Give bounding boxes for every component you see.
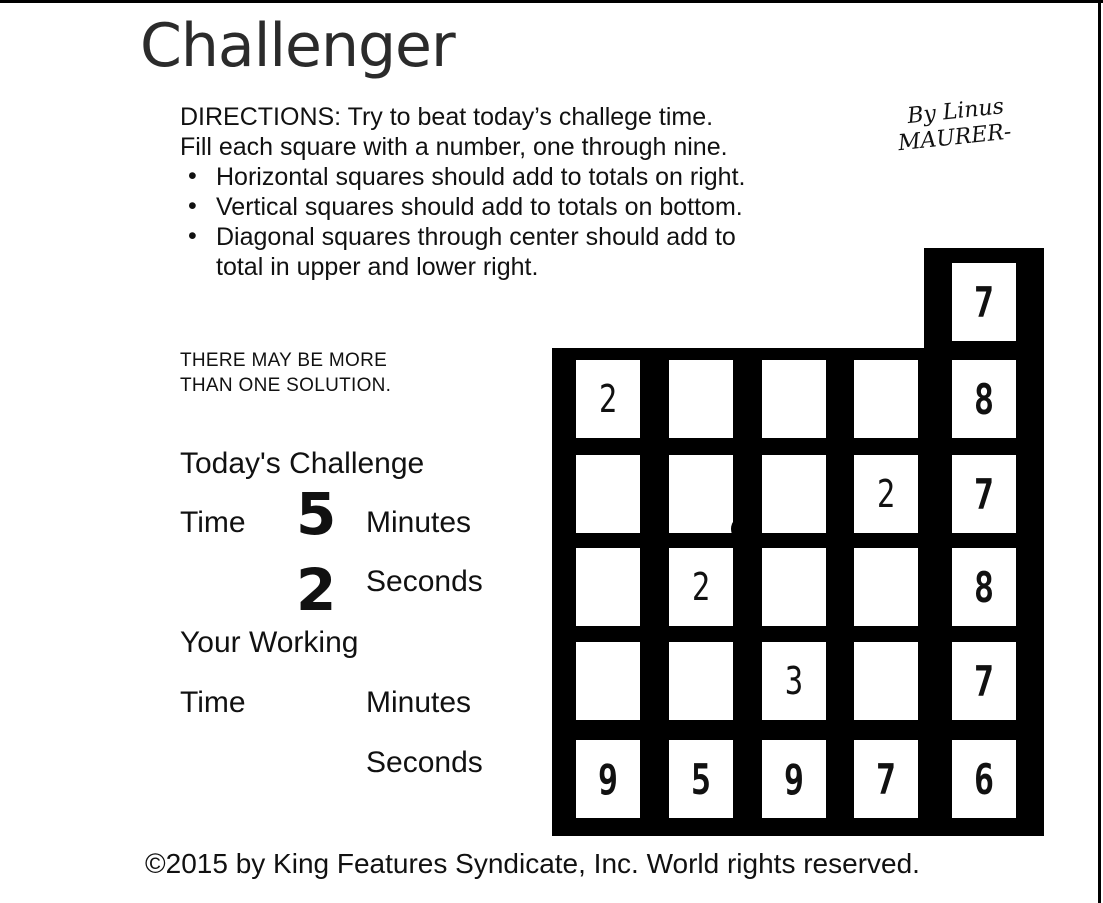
grid-cell-r3-c4[interactable] xyxy=(854,548,918,626)
page-title: Challenger xyxy=(140,11,455,81)
diagonal-total-top: 7 xyxy=(952,263,1016,341)
copyright-notice: ©2015 by King Features Syndicate, Inc. World rights reserved. xyxy=(145,848,920,879)
grid-cell-r4-c2[interactable] xyxy=(669,642,733,720)
diagonal-total-bottom: 6 xyxy=(952,740,1016,818)
author-signature xyxy=(894,91,1042,185)
directions-bullet-diagonal: • Diagonal squares through center should add to xyxy=(188,222,736,251)
bullet-icon: • xyxy=(188,162,197,190)
directions-line-1: DIRECTIONS: Try to beat today’s challege time. xyxy=(180,103,714,131)
grid-cell-r2-c3[interactable] xyxy=(762,455,826,533)
grid-cell-r1-c3[interactable] xyxy=(762,360,826,438)
grid-cell-r1-c4[interactable] xyxy=(854,360,918,438)
working-time-label: Time xyxy=(180,686,246,719)
challenge-heading: Today's Challenge xyxy=(180,447,425,480)
solution-note: THERE MAY BE MORE THAN ONE SOLUTION. xyxy=(180,350,392,396)
directions-bullet-diagonal-continued: total in upper and lower right. xyxy=(216,253,539,281)
grid-cell-r2-c2[interactable] xyxy=(669,455,733,533)
row-total-2: 7 xyxy=(952,455,1016,533)
column-total-1: 9 xyxy=(576,740,640,818)
directions-list xyxy=(180,162,910,282)
grid-cell-r2-c4[interactable]: 2 xyxy=(854,455,918,533)
challenge-seconds-label: Seconds xyxy=(366,565,483,598)
challenge-time-label: Time xyxy=(180,506,246,539)
bullet-icon: • xyxy=(188,192,197,220)
row-total-4: 7 xyxy=(952,642,1016,720)
grid-cell-r4-c3[interactable]: 3 xyxy=(762,642,826,720)
grid-cell-r4-c1[interactable] xyxy=(576,642,640,720)
row-total-1: 8 xyxy=(952,360,1016,438)
row-total-3: 8 xyxy=(952,548,1016,626)
grid-cell-r1-c1[interactable]: 2 xyxy=(576,360,640,438)
top-rule xyxy=(0,0,1103,3)
grid-cell-r2-c1[interactable] xyxy=(576,455,640,533)
column-total-3: 9 xyxy=(762,740,826,818)
grid-cell-r3-c2[interactable]: 2 xyxy=(669,548,733,626)
challenge-seconds-value: 2 xyxy=(296,556,337,624)
grid-cell-r3-c3[interactable] xyxy=(762,548,826,626)
directions-bullet-vertical: • Vertical squares should add to totals on bottom. xyxy=(188,192,743,221)
center-dot-icon xyxy=(731,515,759,543)
challenge-minutes-value: 5 xyxy=(296,480,337,548)
grid-cell-r4-c4[interactable] xyxy=(854,642,918,720)
grid-cell-r1-c2[interactable] xyxy=(669,360,733,438)
column-total-4: 7 xyxy=(854,740,918,818)
working-minutes-label: Minutes xyxy=(366,686,472,719)
grid-cell-r3-c1[interactable] xyxy=(576,548,640,626)
bullet-icon: • xyxy=(188,222,197,250)
working-seconds-label: Seconds xyxy=(366,746,483,779)
signature-line-2: MAURER- xyxy=(896,119,1013,157)
challenge-minutes-label: Minutes xyxy=(366,506,472,539)
right-rule xyxy=(1098,0,1101,903)
directions-block xyxy=(180,102,910,282)
column-total-2: 5 xyxy=(669,740,733,818)
directions-bullet-horizontal: • Horizontal squares should add to totals on right. xyxy=(188,162,746,191)
signature-line-1: By Linus xyxy=(906,94,1006,130)
working-heading: Your Working xyxy=(180,626,359,659)
directions-line-2: Fill each square with a number, one through nine. xyxy=(180,133,728,161)
